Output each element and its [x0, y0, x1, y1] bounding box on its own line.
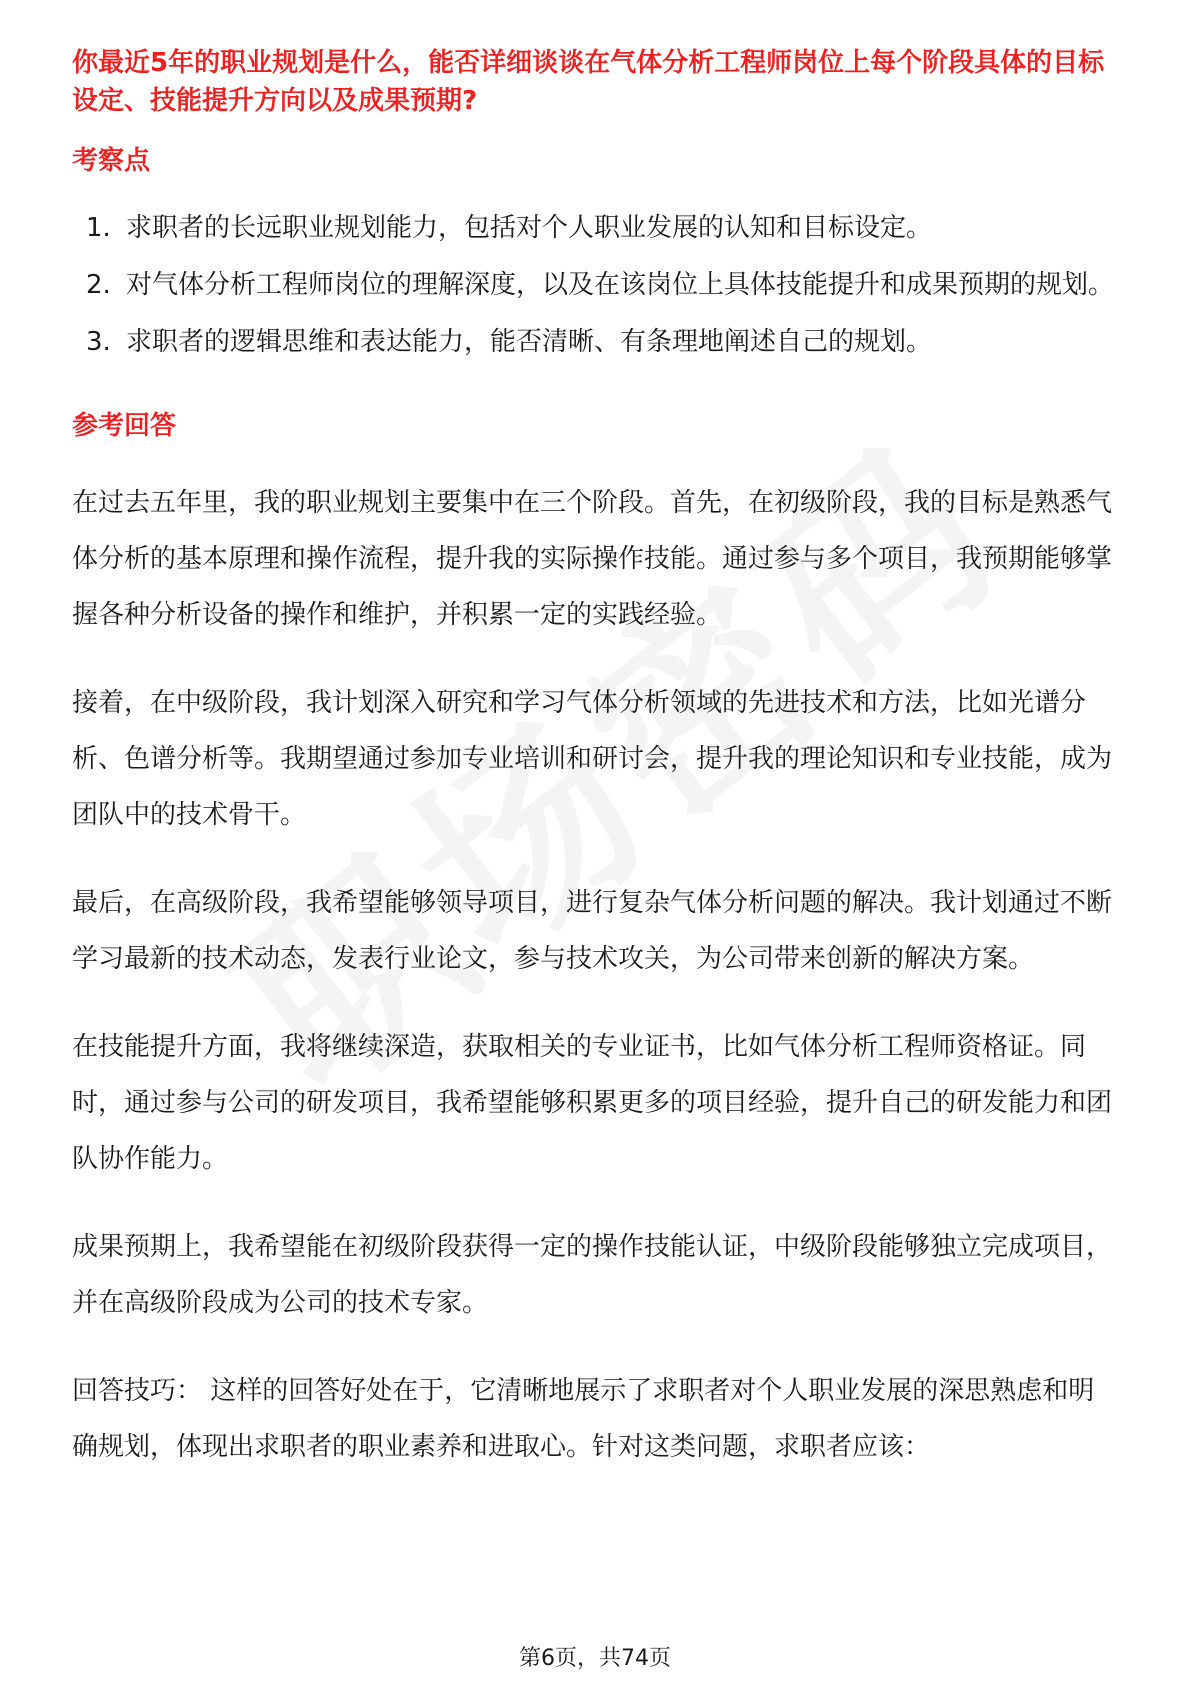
answer-paragraph: 在技能提升方面，我将继续深造，获取相关的专业证书，比如气体分析工程师资格证。同时，通过参与公司的研发项目，我希望能够积累更多的项目经验，提升自己的研发能力和团队协作能力。 [72, 1032, 1113, 1174]
answer-paragraph: 接着，在中级阶段，我计划深入研究和学习气体分析领域的先进技术和方法，比如光谱分析、色谱分析等。我期望通过参加专业培训和研讨会，提升我的理论知识和专业技能，成为团队中的技术骨干。 [72, 688, 1113, 830]
list-item-number: 2. [86, 270, 111, 300]
list-item-text: 求职者的长远职业规划能力，包括对个人职业发展的认知和目标设定。 [126, 213, 933, 243]
list-item-text: 求职者的逻辑思维和表达能力，能否清晰、有条理地阐述自己的规划。 [126, 327, 933, 357]
question-heading: 你最近5年的职业规划是什么，能否详细谈谈在气体分析工程师岗位上每个阶段具体的目标设定、技能提升方向以及成果预期? [72, 48, 1105, 116]
points-list [72, 200, 1120, 371]
answer-paragraph: 在过去五年里，我的职业规划主要集中在三个阶段。首先，在初级阶段，我的目标是熟悉气体分析的基本原理和操作流程，提升我的实际操作技能。通过参与多个项目，我预期能够掌握各种分析设备的操作和维护，并积累一定的实践经验。 [72, 488, 1113, 630]
list-item-number: 1. [86, 213, 111, 243]
list-item [72, 200, 1120, 257]
list-item-number: 3. [86, 327, 111, 357]
answer-paragraph: 最后，在高级阶段，我希望能够领导项目，进行复杂气体分析问题的解决。我计划通过不断学习最新的技术动态，发表行业论文，参与技术攻关，为公司带来创新的解决方案。 [72, 888, 1113, 974]
list-item-text: 对气体分析工程师岗位的理解深度，以及在该岗位上具体技能提升和成果预期的规划。 [126, 270, 1115, 300]
page-content [72, 44, 1120, 1475]
answer-paragraph: 成果预期上，我希望能在初级阶段获得一定的操作技能认证，中级阶段能够独立完成项目，并在高级阶段成为公司的技术专家。 [72, 1232, 1113, 1318]
list-item [72, 257, 1120, 314]
page-number-footer: 第6页，共74页 [519, 1646, 671, 1671]
section-title-points: 考察点 [72, 146, 151, 176]
answer-tips-paragraph: 回答技巧： 这样的回答好处在于，它清晰地展示了求职者对个人职业发展的深思熟虑和明确规划，体现出求职者的职业素养和进取心。针对这类问题，求职者应该： [72, 1376, 1095, 1462]
list-item [72, 314, 1120, 371]
section-title-answer: 参考回答 [72, 411, 177, 441]
